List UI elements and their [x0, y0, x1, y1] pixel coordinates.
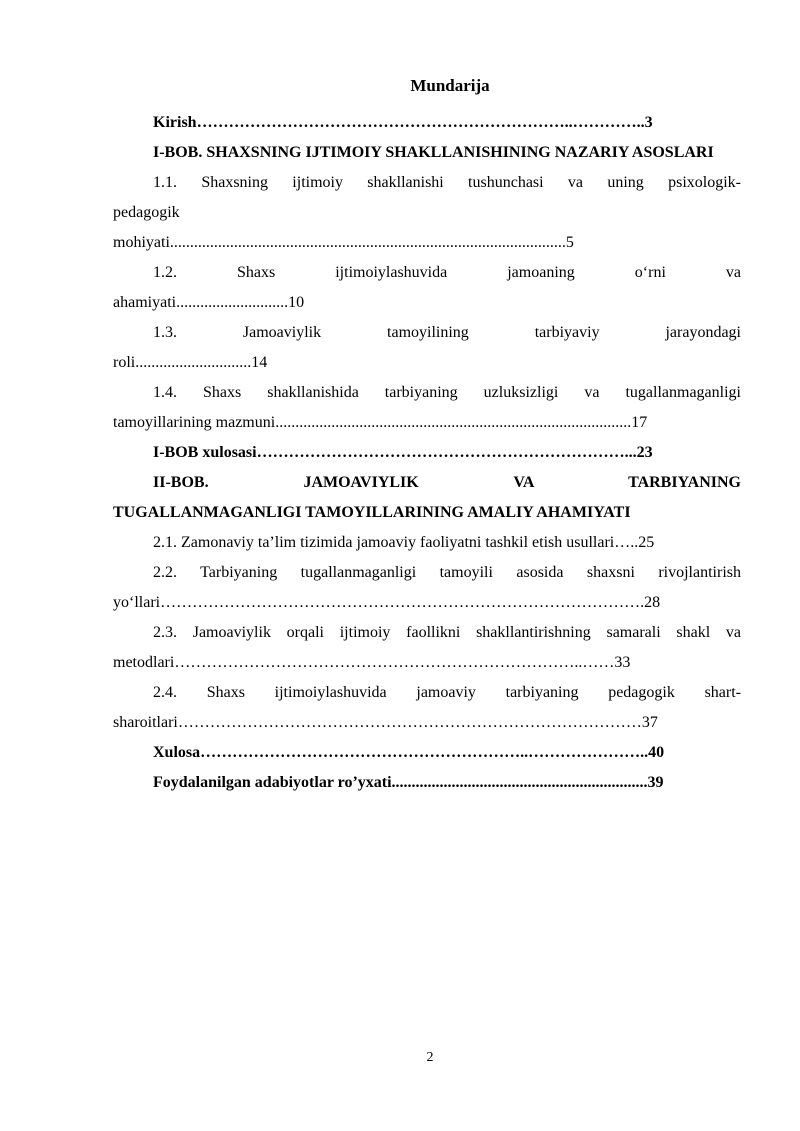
toc-entry-line: roli.............................14: [113, 354, 268, 371]
toc-entry-line: tamoyillarining mazmuni.........................................................................................17: [113, 414, 648, 431]
toc-entry-2-2[interactable]: [113, 558, 741, 618]
toc-entry-line: metodlari…………………………………………………………………..……33: [113, 654, 631, 671]
toc-entry-2-3[interactable]: [113, 618, 741, 678]
toc-chapter-2-heading[interactable]: [113, 468, 741, 528]
toc-entry-line: 2.3. Jamoaviylik orqali ijtimoiy faollikni shakllantirishning samarali shakl va: [153, 624, 741, 641]
toc-entry-line: pedagogik: [113, 204, 180, 221]
toc-entry-1-4[interactable]: [113, 378, 741, 438]
toc-entry-text: Foydalanilgan adabiyotlar ro’yxati................................................................39: [153, 774, 664, 791]
toc-entry-text: 2.1. Zamonaviy ta’lim tizimida jamoaviy faoliyatni tashkil etish usullari…..25: [153, 534, 655, 551]
toc-entry-line: 2.4. Shaxs ijtimoiylashuvida jamoaviy tarbiyaning pedagogik shart-: [153, 684, 741, 701]
toc-entry-line: sharoitlari……………………………………………………………………………37: [113, 714, 658, 731]
toc-entry-line: ahamiyati............................10: [113, 294, 305, 311]
toc-entry-line: TUGALLANMAGANLIGI TAMOYILLARINING AMALIY AHAMIYATI: [113, 504, 631, 521]
toc-entry-line: 1.4. Shaxs shakllanishida tarbiyaning uzluksizligi va tugallanmaganligi: [153, 384, 741, 401]
toc-entry-line: 2.2. Tarbiyaning tugallanmaganligi tamoyili asosida shaxsni rivojlantirish: [153, 564, 741, 581]
toc-entry-line: 1.3. Jamoaviylik tamoyilining tarbiyaviy jarayondagi: [153, 324, 741, 341]
toc-entry-text: Xulosa……………………………………………………..…………………..40: [153, 744, 665, 761]
toc-entry-1-2[interactable]: [113, 258, 741, 318]
toc-entry-line: mohiyati...................................................................................................5: [113, 234, 574, 251]
toc-entry-text: I-BOB xulosasi……………………………………………………………...23: [153, 444, 653, 461]
toc-entry-text: 1.1. Shaxsning ijtimoiy shakllanishi tushunchasi va uning psixologik-: [153, 174, 741, 191]
toc-entry-line: 1.2. Shaxs ijtimoiylashuvida jamoaning o‘rni va: [153, 264, 741, 281]
toc-entry-2-1[interactable]: [113, 528, 741, 558]
toc-entry-2-4[interactable]: [113, 678, 741, 738]
toc-entry-1-3[interactable]: [113, 318, 741, 378]
toc-entry-references[interactable]: [113, 768, 741, 798]
toc-entry-line: yo‘llari……………………………………………………………………………….28: [113, 594, 661, 611]
page-number: 2: [426, 1050, 434, 1065]
toc-chapter-1-heading[interactable]: [113, 138, 741, 168]
toc-entry-text: I-BOB. SHAXSNING IJTIMOIY SHAKLLANISHINING NAZARIY ASOSLARI: [153, 144, 714, 161]
toc-entry-chapter-1-summary[interactable]: [113, 438, 741, 468]
table-of-contents: [113, 108, 741, 798]
toc-entry-line: II-BOB. JAMOAVIYLIK VA TARBIYANING: [153, 474, 741, 491]
toc-entry-conclusion[interactable]: [113, 738, 741, 768]
toc-entry-text: Kirish……………………………………………………………..…………..3: [153, 114, 653, 131]
toc-entry-kirish[interactable]: [113, 108, 741, 138]
toc-entry-1-1[interactable]: [113, 168, 741, 258]
toc-title: Mundarija: [410, 76, 490, 95]
toc-entry-line: [113, 168, 741, 198]
